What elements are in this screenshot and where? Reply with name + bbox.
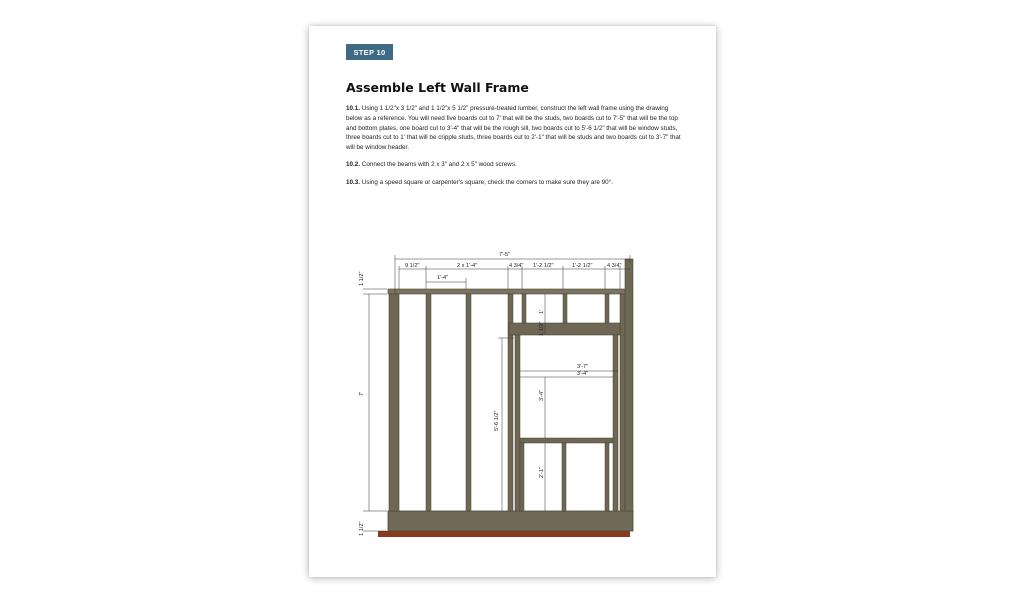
dim-gap-b: 4 3/4" <box>607 263 622 269</box>
dim-header-depth: 1 1/2" <box>539 321 545 336</box>
dim-cripple-height: 1' <box>539 309 545 314</box>
stud <box>620 294 625 511</box>
end-stud-left <box>389 294 399 511</box>
dim-lower-stud-height: 2'-1" <box>539 466 545 478</box>
cripple-stud <box>605 294 609 323</box>
step-badge: STEP 10 <box>346 44 393 60</box>
paragraph-text: Using a speed square or carpenter's square, check the corners to make sure they are 90°. <box>360 179 613 186</box>
paragraph-text: Connect the beams with 2 x 3" and 2 x 5" wood screws. <box>360 161 517 168</box>
dim-cripple-spacing-b: 1'-2 1/2" <box>572 263 593 269</box>
dim-cripple-spacing-a: 1'-2 1/2" <box>533 263 554 269</box>
dim-stud-spacing: 2 x 1'-4" <box>457 263 478 269</box>
document-page <box>309 26 716 577</box>
end-post-right <box>625 259 633 511</box>
paragraph-number: 10.3. <box>346 179 361 186</box>
dim-first-stud-offset: 9 1/2" <box>405 263 420 269</box>
window-stud <box>613 335 618 511</box>
paragraph-text: Using 1 1/2"x 3 1/2" and 1 1/2"x 5 1/2" pressure-treated lumber, construct the left wall frame using the drawing below as a reference. You will need five boards cut to 7' that will be the studs, two boards cut to 7'-5" that will be the top and bottom plates, one board cut to 3'-4" that will be the rough sill, two boards cut to 5'-6 1/2" that will be window studs, three boards cut to 1' that will be cripple studs, three boards cut to 2'-1" that will be studs and two boards cut to 3'-7" that will be window header. <box>346 105 681 152</box>
stud <box>426 294 431 511</box>
page-title: Assemble Left Wall Frame <box>346 80 529 95</box>
window-header <box>509 323 620 335</box>
top-plate <box>388 289 626 294</box>
cripple-stud <box>522 294 526 323</box>
paragraph-number: 10.1. <box>346 105 361 112</box>
rough-sill <box>520 438 613 443</box>
wall-frame-drawing <box>309 26 716 577</box>
lower-stud <box>562 443 566 511</box>
window-stud <box>515 335 520 511</box>
cripple-stud <box>563 294 567 323</box>
dim-overall-width: 7'-5" <box>499 252 511 258</box>
paragraph-number: 10.2. <box>346 161 361 168</box>
dim-gap-a: 4 3/4" <box>509 263 524 269</box>
dim-stud-height: 7' <box>359 391 365 396</box>
dim-plate-top: 1 1/2" <box>359 271 365 286</box>
dim-plate-bottom: 1 1/2" <box>359 521 365 536</box>
bottom-plate <box>388 511 633 531</box>
foundation <box>378 531 630 537</box>
dim-window-opening-height: 3'-4" <box>539 389 545 401</box>
dim-window-stud-height: 5'-6 1/2" <box>494 410 500 431</box>
dim-sill-width: 3'-4" <box>577 371 589 377</box>
stud <box>466 294 471 511</box>
lower-stud <box>605 443 609 511</box>
lower-stud <box>520 443 524 511</box>
dim-header-width: 3'-7" <box>577 364 589 370</box>
dim-single-spacing: 1'-4" <box>437 275 449 281</box>
